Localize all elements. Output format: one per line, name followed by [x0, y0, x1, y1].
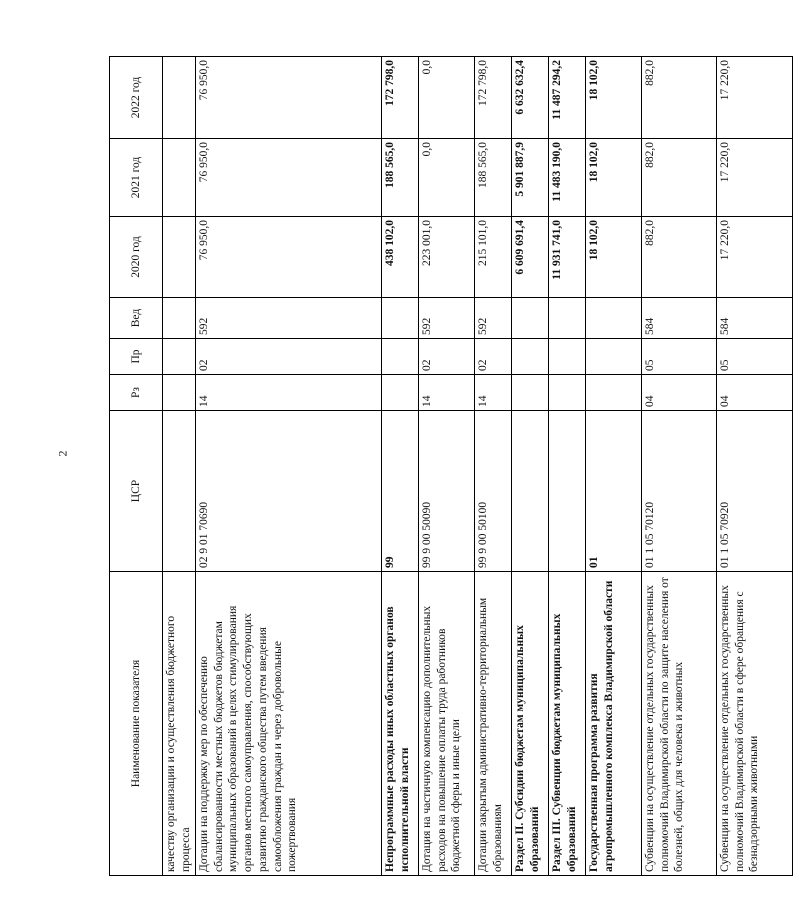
header-ved: Вед [110, 298, 163, 339]
row-rz-cell: 14 [196, 375, 382, 411]
row-2020-cell: 17 220,0 [717, 217, 793, 298]
row-pr-cell [512, 339, 549, 375]
row-csr-cell: 01 1 05 70920 [717, 411, 793, 572]
row-2021-cell: 188 565,0 [475, 139, 512, 217]
table-row [549, 57, 586, 876]
row-pr-cell: 05 [717, 339, 793, 375]
row-name-cell: Раздел II. Субсидии бюджетам муниципальных образований [512, 572, 549, 876]
row-name-cell: Непрограммные расходы иных областных органов исполнительной власти [382, 572, 419, 876]
row-2020-cell: 223 001,0 [419, 217, 475, 298]
row-pr-cell: 05 [642, 339, 717, 375]
row-2022-cell: 76 950,0 [196, 57, 382, 139]
row-2020-cell [163, 217, 196, 298]
table-row [475, 57, 512, 876]
row-name-cell: Субвенции на осуществление отдельных государственных полномочий Владимирской области в сфере обращения с безнадзорными животными [717, 572, 793, 876]
row-csr-cell [549, 411, 586, 572]
row-2021-cell [163, 139, 196, 217]
header-2022: 2022 год [110, 57, 163, 139]
row-csr-cell: 02 9 01 70690 [196, 411, 382, 572]
row-pr-cell [586, 339, 642, 375]
row-ved-cell: 592 [196, 298, 382, 339]
row-pr-cell: 02 [419, 339, 475, 375]
row-2021-cell: 188 565,0 [382, 139, 419, 217]
header-csr: ЦСР [110, 411, 163, 572]
row-rz-cell: 14 [475, 375, 512, 411]
row-2020-cell: 18 102,0 [586, 217, 642, 298]
row-ved-cell [549, 298, 586, 339]
row-2020-cell: 215 101,0 [475, 217, 512, 298]
table-row [382, 57, 419, 876]
table-row [163, 57, 196, 876]
row-name-cell: Раздел III. Субвенции бюджетам муниципальных образований [549, 572, 586, 876]
row-rz-cell: 04 [717, 375, 793, 411]
row-2021-cell: 18 102,0 [586, 139, 642, 217]
row-ved-cell [163, 298, 196, 339]
row-name-cell: качеству организации и осуществления бюджетного процесса [163, 572, 196, 876]
row-csr-cell: 99 [382, 411, 419, 572]
row-2022-cell [163, 57, 196, 139]
row-2020-cell: 76 950,0 [196, 217, 382, 298]
rotated-table-container [109, 57, 761, 876]
table-row [512, 57, 549, 876]
row-2022-cell: 172 798,0 [382, 57, 419, 139]
row-pr-cell: 02 [475, 339, 512, 375]
row-ved-cell: 584 [717, 298, 793, 339]
row-2022-cell: 6 632 632,4 [512, 57, 549, 139]
row-pr-cell: 02 [196, 339, 382, 375]
row-rz-cell [512, 375, 549, 411]
row-pr-cell [163, 339, 196, 375]
row-pr-cell [549, 339, 586, 375]
table-body [163, 57, 793, 876]
row-ved-cell: 592 [475, 298, 512, 339]
row-2021-cell: 0,0 [419, 139, 475, 217]
header-row [110, 57, 163, 876]
row-2022-cell: 18 102,0 [586, 57, 642, 139]
row-rz-cell [549, 375, 586, 411]
table-row [196, 57, 382, 876]
row-rz-cell [586, 375, 642, 411]
row-name-cell: Дотации закрытым административно-территориальным образованиям [475, 572, 512, 876]
row-name-cell: Дотация на частичную компенсацию дополнительных расходов на повышение оплаты труда работников бюджетной сферы и иные цели [419, 572, 475, 876]
row-2022-cell: 882,0 [642, 57, 717, 139]
row-2022-cell: 172 798,0 [475, 57, 512, 139]
row-rz-cell [163, 375, 196, 411]
header-rz: Рз [110, 375, 163, 411]
header-2021: 2021 год [110, 139, 163, 217]
table-row [419, 57, 475, 876]
row-csr-cell: 99 9 00 50090 [419, 411, 475, 572]
row-rz-cell [382, 375, 419, 411]
row-csr-cell: 01 1 05 70120 [642, 411, 717, 572]
table-row [642, 57, 717, 876]
row-csr-cell: 99 9 00 50100 [475, 411, 512, 572]
row-rz-cell: 04 [642, 375, 717, 411]
row-2021-cell: 17 220,0 [717, 139, 793, 217]
table-row [717, 57, 793, 876]
row-2020-cell: 11 931 741,0 [549, 217, 586, 298]
row-csr-cell: 01 [586, 411, 642, 572]
header-2020: 2020 год [110, 217, 163, 298]
header-pr: Пр [110, 339, 163, 375]
row-rz-cell: 14 [419, 375, 475, 411]
row-2021-cell: 11 483 190,0 [549, 139, 586, 217]
row-2021-cell: 882,0 [642, 139, 717, 217]
table-row [586, 57, 642, 876]
row-pr-cell [382, 339, 419, 375]
budget-table [109, 56, 793, 876]
page-number: 2 [55, 450, 70, 457]
row-ved-cell [586, 298, 642, 339]
row-name-cell: Дотации на поддержку мер по обеспечению сбалансированности местных бюджетов бюджетам муниципальных образований в целях стимулирования органов местного самоуправления, способствующих развитию гражданского общества путем введения самообложения граждан и через добровольные пожертвования [196, 572, 382, 876]
row-2022-cell: 11 487 294,2 [549, 57, 586, 139]
row-ved-cell [512, 298, 549, 339]
row-csr-cell [163, 411, 196, 572]
row-2020-cell: 438 102,0 [382, 217, 419, 298]
row-2021-cell: 5 901 887,9 [512, 139, 549, 217]
row-csr-cell [512, 411, 549, 572]
row-2022-cell: 17 220,0 [717, 57, 793, 139]
row-ved-cell [382, 298, 419, 339]
row-ved-cell: 584 [642, 298, 717, 339]
row-name-cell: Субвенции на осуществление отдельных государственных полномочий Владимирской области по защите населения от болезней, общих для человека и животных [642, 572, 717, 876]
row-name-cell: Государственная программа развития агропромышленного комплекса Владимирской области [586, 572, 642, 876]
row-2021-cell: 76 950,0 [196, 139, 382, 217]
row-2020-cell: 882,0 [642, 217, 717, 298]
row-2020-cell: 6 609 691,4 [512, 217, 549, 298]
row-2022-cell: 0,0 [419, 57, 475, 139]
row-ved-cell: 592 [419, 298, 475, 339]
header-name: Наименование показателя [110, 572, 163, 876]
